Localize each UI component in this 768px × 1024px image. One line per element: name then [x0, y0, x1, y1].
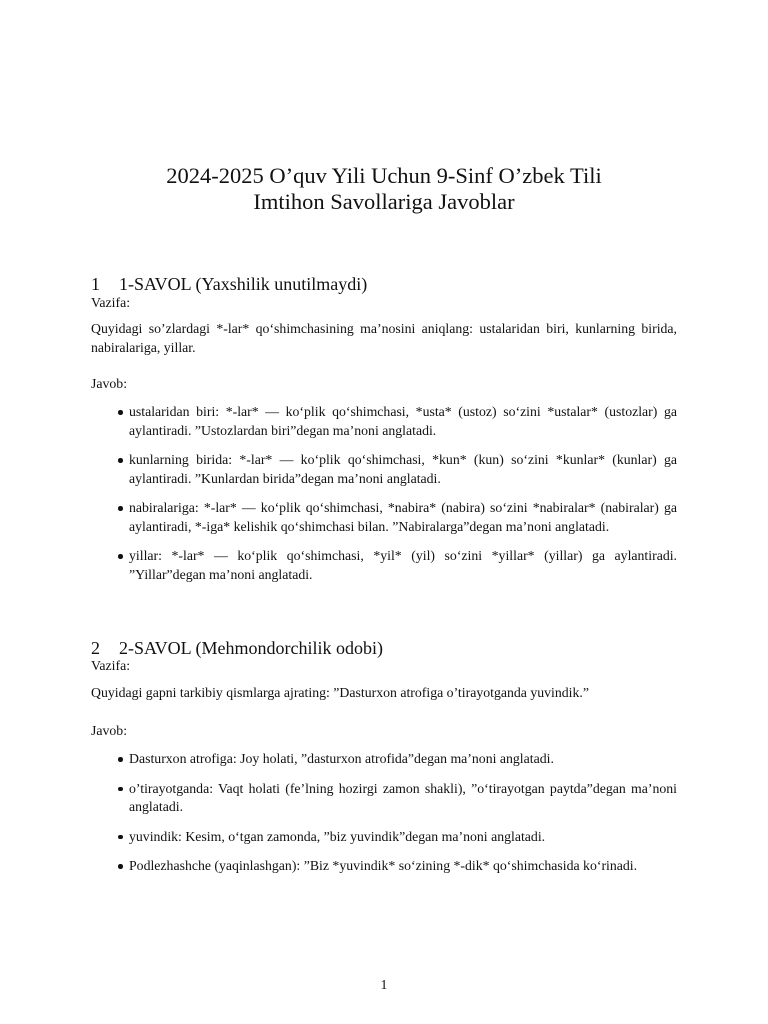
list-item: ustalaridan biri: *-lar* — ko‘plik qo‘shimchasi, *usta* (ustoz) so‘zini *ustalar* (ustozlar) ga aylantiradi. ”Ustozlardan biri”degan ma’noni anglatadi. [91, 403, 677, 440]
list-item: nabiralariga: *-lar* — ko‘plik qo‘shimchasi, *nabira* (nabira) so‘zini *nabiralar* (nabiralar) ga aylantiradi, *-iga* kelishik qo‘shimchasi bilan. ”Nabiralarga”degan ma’noni anglatadi. [91, 499, 677, 536]
section-2-task-text: Quyidagi gapni tarkibiy qismlarga ajrating: ”Dasturxon atrofiga o’tirayotganda yuvindik.” [91, 685, 589, 700]
document-title [60, 163, 708, 215]
list-item: kunlarning birida: *-lar* — ko‘plik qo‘shimchasi, *kun* (kun) so‘zini *kunlar* (kunlar) ga aylantiradi. ”Kunlardan birida”degan ma’noni anglatadi. [91, 451, 677, 488]
section-title: 2-SAVOL (Mehmondorchilik odobi) [119, 637, 383, 658]
section-2-answer-list [91, 750, 677, 876]
page-number: 1 [380, 977, 388, 992]
list-item: o’tirayotganda: Vaqt holati (fe’lning hozirgi zamon shakli), ”o‘tirayotgan paytda”degan ma’noni anglatadi. [91, 780, 677, 817]
section-2-heading [91, 637, 708, 659]
list-item: yillar: *-lar* — ko‘plik qo‘shimchasi, *yil* (yil) so‘zini *yillar* (yillar) ga aylantiradi. ”Yillar”degan ma’noni anglatadi. [91, 547, 677, 584]
section-1-answer-label: Javob: [91, 376, 128, 391]
section-title: 1-SAVOL (Yaxshilik unutilmaydi) [119, 273, 368, 294]
list-item: Podlezhashche (yaqinlashgan): ”Biz *yuvindik* so‘zining *-dik* qo‘shimchasida ko‘rinadi. [91, 857, 677, 876]
section-1-heading [91, 273, 708, 295]
section-number: 1 [91, 273, 100, 294]
section-1-task-label: Vazifa: [91, 295, 131, 310]
section-number: 2 [91, 637, 100, 658]
section-2-answer-label: Javob: [91, 723, 128, 738]
title-line-2: Imtihon Savollariga Javoblar [253, 189, 515, 215]
list-item: Dasturxon atrofiga: Joy holati, ”dasturxon atrofida”degan ma’noni anglatadi. [91, 750, 677, 769]
section-1-task-text: Quyidagi so’zlardagi *-lar* qo‘shimchasining ma’nosini aniqlang: ustalaridan biri, kunlarning birida, nabiralariga, yillar. [91, 321, 677, 355]
section-1-answer-list [91, 403, 677, 584]
title-line-1: 2024-2025 O’quv Yili Uchun 9-Sinf O’zbek Tili [166, 163, 602, 189]
list-item: yuvindik: Kesim, o‘tgan zamonda, ”biz yuvindik”degan ma’noni anglatadi. [91, 828, 677, 847]
section-2-task-label: Vazifa: [91, 658, 131, 673]
